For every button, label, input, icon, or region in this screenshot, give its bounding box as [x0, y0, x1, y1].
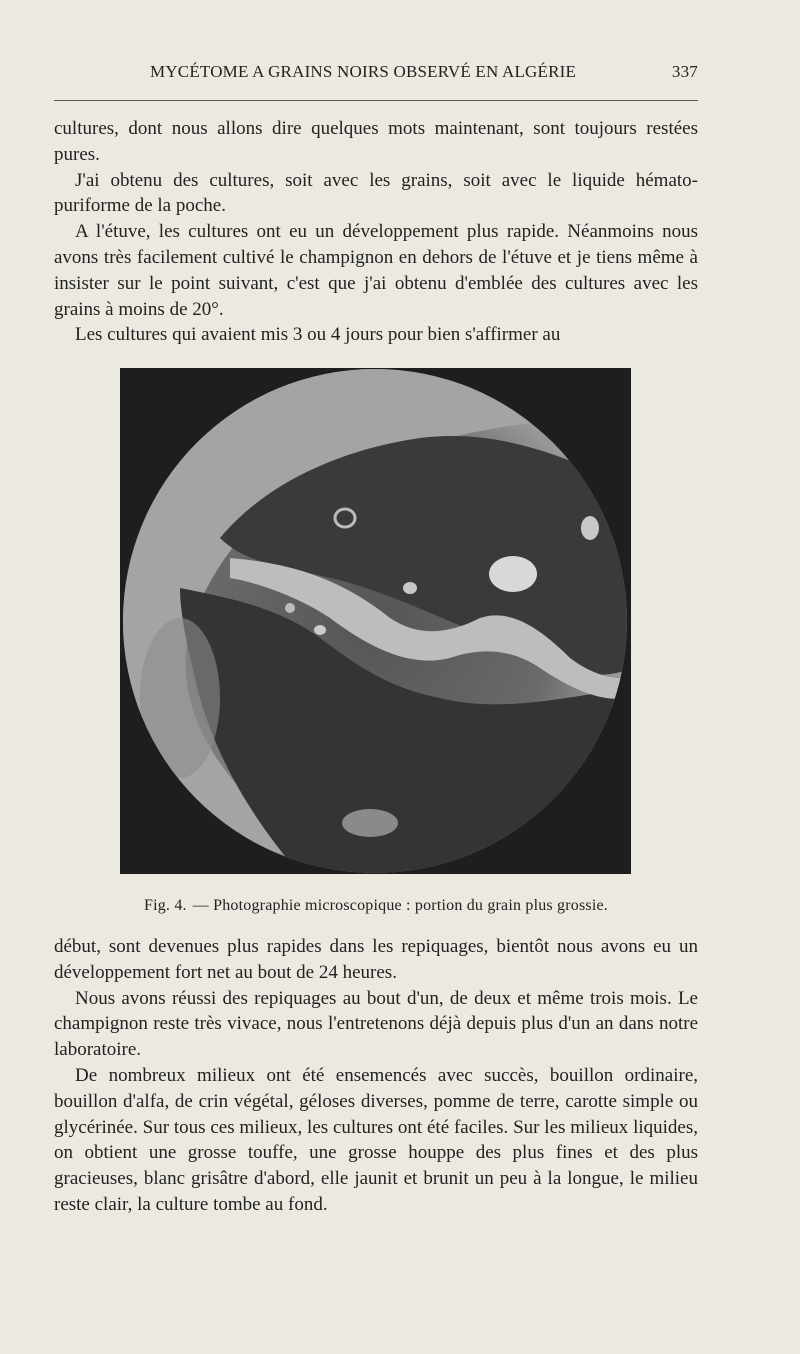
microscope-photograph: [120, 368, 631, 874]
paragraph: De nombreux milieux ont été ensemencés avec succès, bouillon ordinaire, bouillon d'alfa, de crin végétal, géloses diverses, pomme de terre, carotte simple ou glycérinée. Sur tous ces milieux, les cultures ont été faciles. Sur les milieux liquides, on obtient une grosse touffe, une grosse houppe des plus fines et des plus gracieuses, blanc grisâtre d'abord, elle jaunit et brunit un peu à la longue, le milieu reste clair, la culture tombe au fond.: [54, 1064, 698, 1215]
paragraph: cultures, dont nous allons dire quelques mots maintenant, sont toujours restées pures.: [54, 118, 698, 165]
running-title: MYCÉTOME A GRAINS NOIRS OBSERVÉ EN ALGÉRIE: [150, 62, 577, 81]
micrograph-image: [120, 368, 631, 874]
paragraph: J'ai obtenu des cultures, soit avec les grains, soit avec le liquide hémato-puriforme de la poche.: [54, 169, 698, 217]
header-rule: [54, 100, 698, 101]
page-number: 337: [671, 62, 698, 81]
figure-caption: [54, 897, 698, 915]
figure-label: Fig. 4.: [143, 897, 187, 914]
paragraph: Les cultures qui avaient mis 3 ou 4 jours pour bien s'affirmer au: [75, 324, 561, 346]
paragraph: Nous avons réussi des repiquages au bout d'un, de deux et même trois mois. Le champignon reste très vivace, nous l'entretenons déjà depuis plus d'un an dans notre laboratoire.: [54, 987, 698, 1061]
figure-caption-text: — Photographie microscopique : portion du grain plus grossie.: [192, 897, 608, 914]
running-header: [54, 62, 698, 92]
text-block-bottom: [54, 934, 698, 1218]
text-block-top: [54, 116, 698, 348]
paragraph: A l'étuve, les cultures ont eu un développement plus rapide. Néanmoins nous avons très facilement cultivé le champignon en dehors de l'étuve et je tiens même à insister sur le point suivant, c'est que j'ai obtenu d'emblée des cultures avec les grains à moins de 20°.: [54, 221, 698, 320]
paragraph: début, sont devenues plus rapides dans les repiquages, bientôt nous avons eu un développement fort net au bout de 24 heures.: [54, 936, 698, 983]
